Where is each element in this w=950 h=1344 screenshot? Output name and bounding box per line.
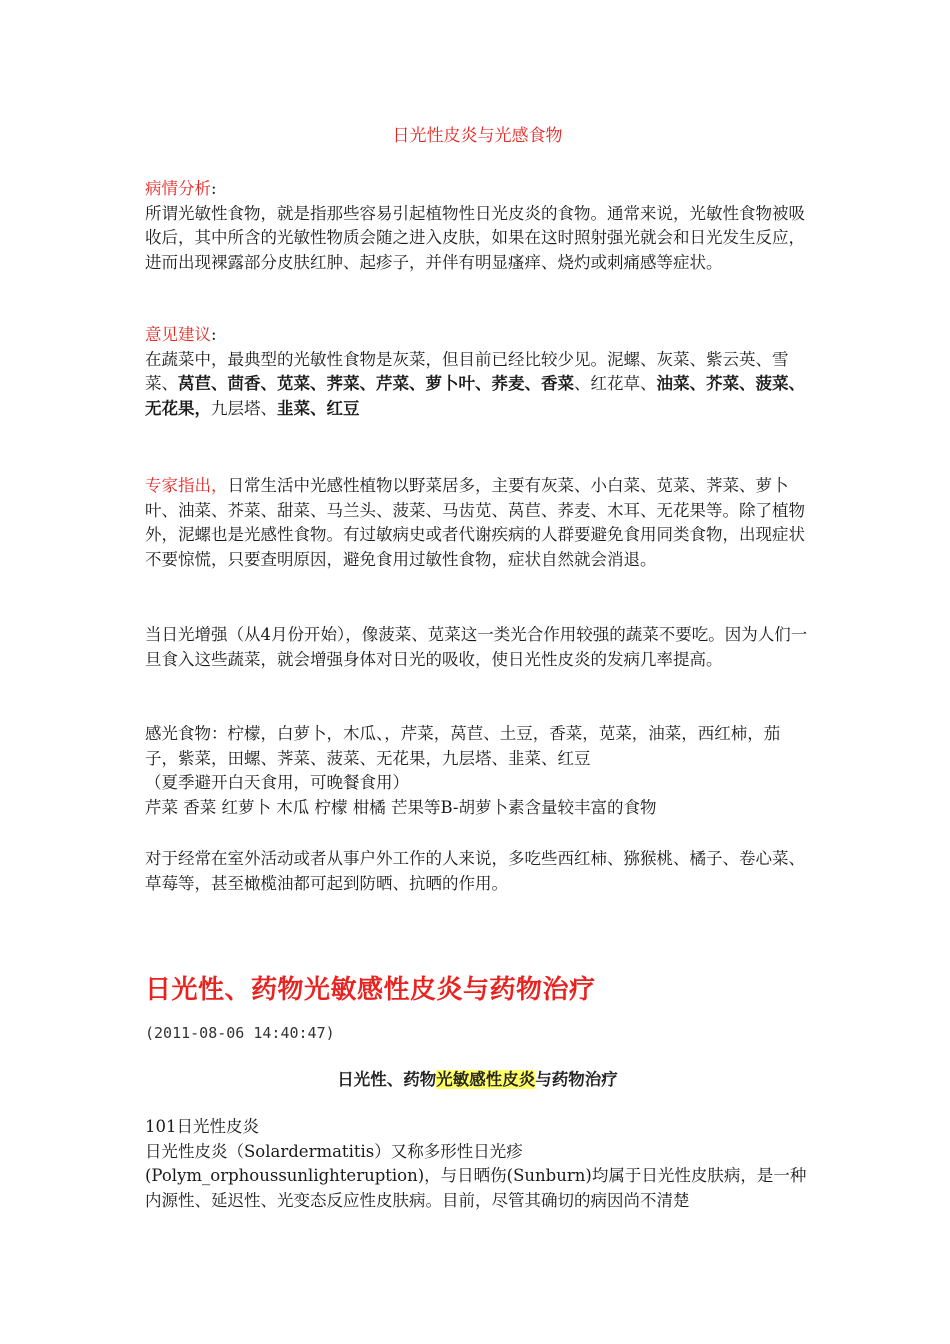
- sun-text: 当日光增强（从4月份开始），像菠菜、苋菜这一类光合作用较强的蔬菜不要吃。因为人们一旦食入这些蔬菜，就会增强身体对日光的吸收，使日光性皮炎的发病几率提高。: [145, 625, 808, 669]
- advice-mid-1: 、红花草、: [574, 374, 657, 393]
- advice-bold-3: 韭菜、红豆: [277, 398, 360, 418]
- advice-section: [145, 323, 810, 421]
- expert-heading: 专家指出，: [145, 476, 228, 495]
- advice-intro: 在蔬菜中，最典型的光敏性食物是灰菜，但目前已经比较少见。泥螺、灰菜、紫云英、雪菜、: [145, 349, 789, 393]
- article-date: (2011-08-06 14:40:47): [145, 1024, 335, 1042]
- subtitle-highlight: 光敏感性皮炎: [436, 1070, 536, 1089]
- advice-mid-2: 九层塔、: [211, 398, 277, 418]
- advice-heading-label: 意见建议: [145, 325, 211, 344]
- article-subtitle: [145, 1068, 810, 1093]
- foods-note: （夏季避开白天食用，可晚餐食用）: [145, 773, 409, 792]
- analysis-heading-label: 病情分析: [145, 179, 211, 198]
- expert-text: [145, 474, 810, 572]
- advice-bold-2: 油菜、芥菜、菠菜、无花果，: [145, 374, 805, 418]
- foods-section: [145, 722, 810, 820]
- article-body-rest: (Polym_orphoussunlighteruption)，与日晒伤(Sunburn)均属于日光性皮肤病，是一种内源性、延迟性、光变态反应性皮肤病。目前，尽管其确切的病因尚不清楚: [145, 1166, 807, 1210]
- advice-heading: [145, 323, 810, 348]
- analysis-heading: [145, 177, 810, 202]
- advice-bold-1: 莴苣、茴香、苋菜、荠菜、芹菜、萝卜叶、荞麦、香菜: [178, 374, 574, 393]
- article-title: 日光性、药物光敏感性皮炎与药物治疗: [145, 975, 596, 1005]
- foods-line-1: 感光食物：柠檬，白萝卜，木瓜、，芹菜，莴苣、土豆，香菜，苋菜，油菜，西红柿，茄子，紫菜，田螺、荠菜、菠菜、无花果，九层塔、韭菜、红豆: [145, 724, 781, 768]
- article-body-line-1: 日光性皮炎（Solardermatitis）又称多形性日光疹: [145, 1141, 523, 1161]
- subtitle-pre: 日光性、药物: [337, 1070, 437, 1089]
- outdoor-text: 对于经常在室外活动或者从事户外工作的人来说，多吃些西红柿、猕猴桃、橘子、卷心菜、草莓等，甚至橄榄油都可起到防晒、抗晒的作用。: [145, 849, 805, 893]
- outdoor-paragraph: [145, 847, 810, 896]
- article-body: [145, 1115, 810, 1213]
- doc-title: 日光性皮炎与光感食物: [392, 126, 563, 146]
- expert-body: 日常生活中光感性植物以野菜居多，主要有灰菜、小白菜、苋菜、荠菜、萝卜叶、油菜、芥菜、甜菜、马兰头、菠菜、马齿苋、莴苣、荞麦、木耳、无花果等。除了植物外，泥螺也是光感性食物。有过敏病史或者代谢疾病的人群要避免食用同类食物，出现症状不要惊慌，只要查明原因，避免食用过敏性食物，症状自然就会消退。: [145, 476, 805, 569]
- advice-text: [145, 348, 810, 422]
- article-section-heading: 101日光性皮炎: [145, 1117, 259, 1136]
- sun-paragraph: [145, 623, 810, 672]
- foods-line-2: 芹菜 香菜 红萝卜 木瓜 柠檬 柑橘 芒果等B-胡萝卜素含量较丰富的食物: [145, 797, 657, 817]
- analysis-section: [145, 177, 810, 275]
- expert-section: [145, 474, 810, 572]
- advice-heading-colon: :: [211, 325, 217, 344]
- subtitle-post: 与药物治疗: [535, 1070, 618, 1089]
- analysis-heading-colon: :: [211, 179, 217, 198]
- analysis-text: 所谓光敏性食物，就是指那些容易引起植物性日光皮炎的食物。通常来说，光敏性食物被吸收后，其中所含的光敏性物质会随之进入皮肤，如果在这时照射强光就会和日光发生反应，进而出现裸露部分皮肤红肿、起疹子，并伴有明显瘙痒、烧灼或刺痛感等症状。: [145, 203, 805, 272]
